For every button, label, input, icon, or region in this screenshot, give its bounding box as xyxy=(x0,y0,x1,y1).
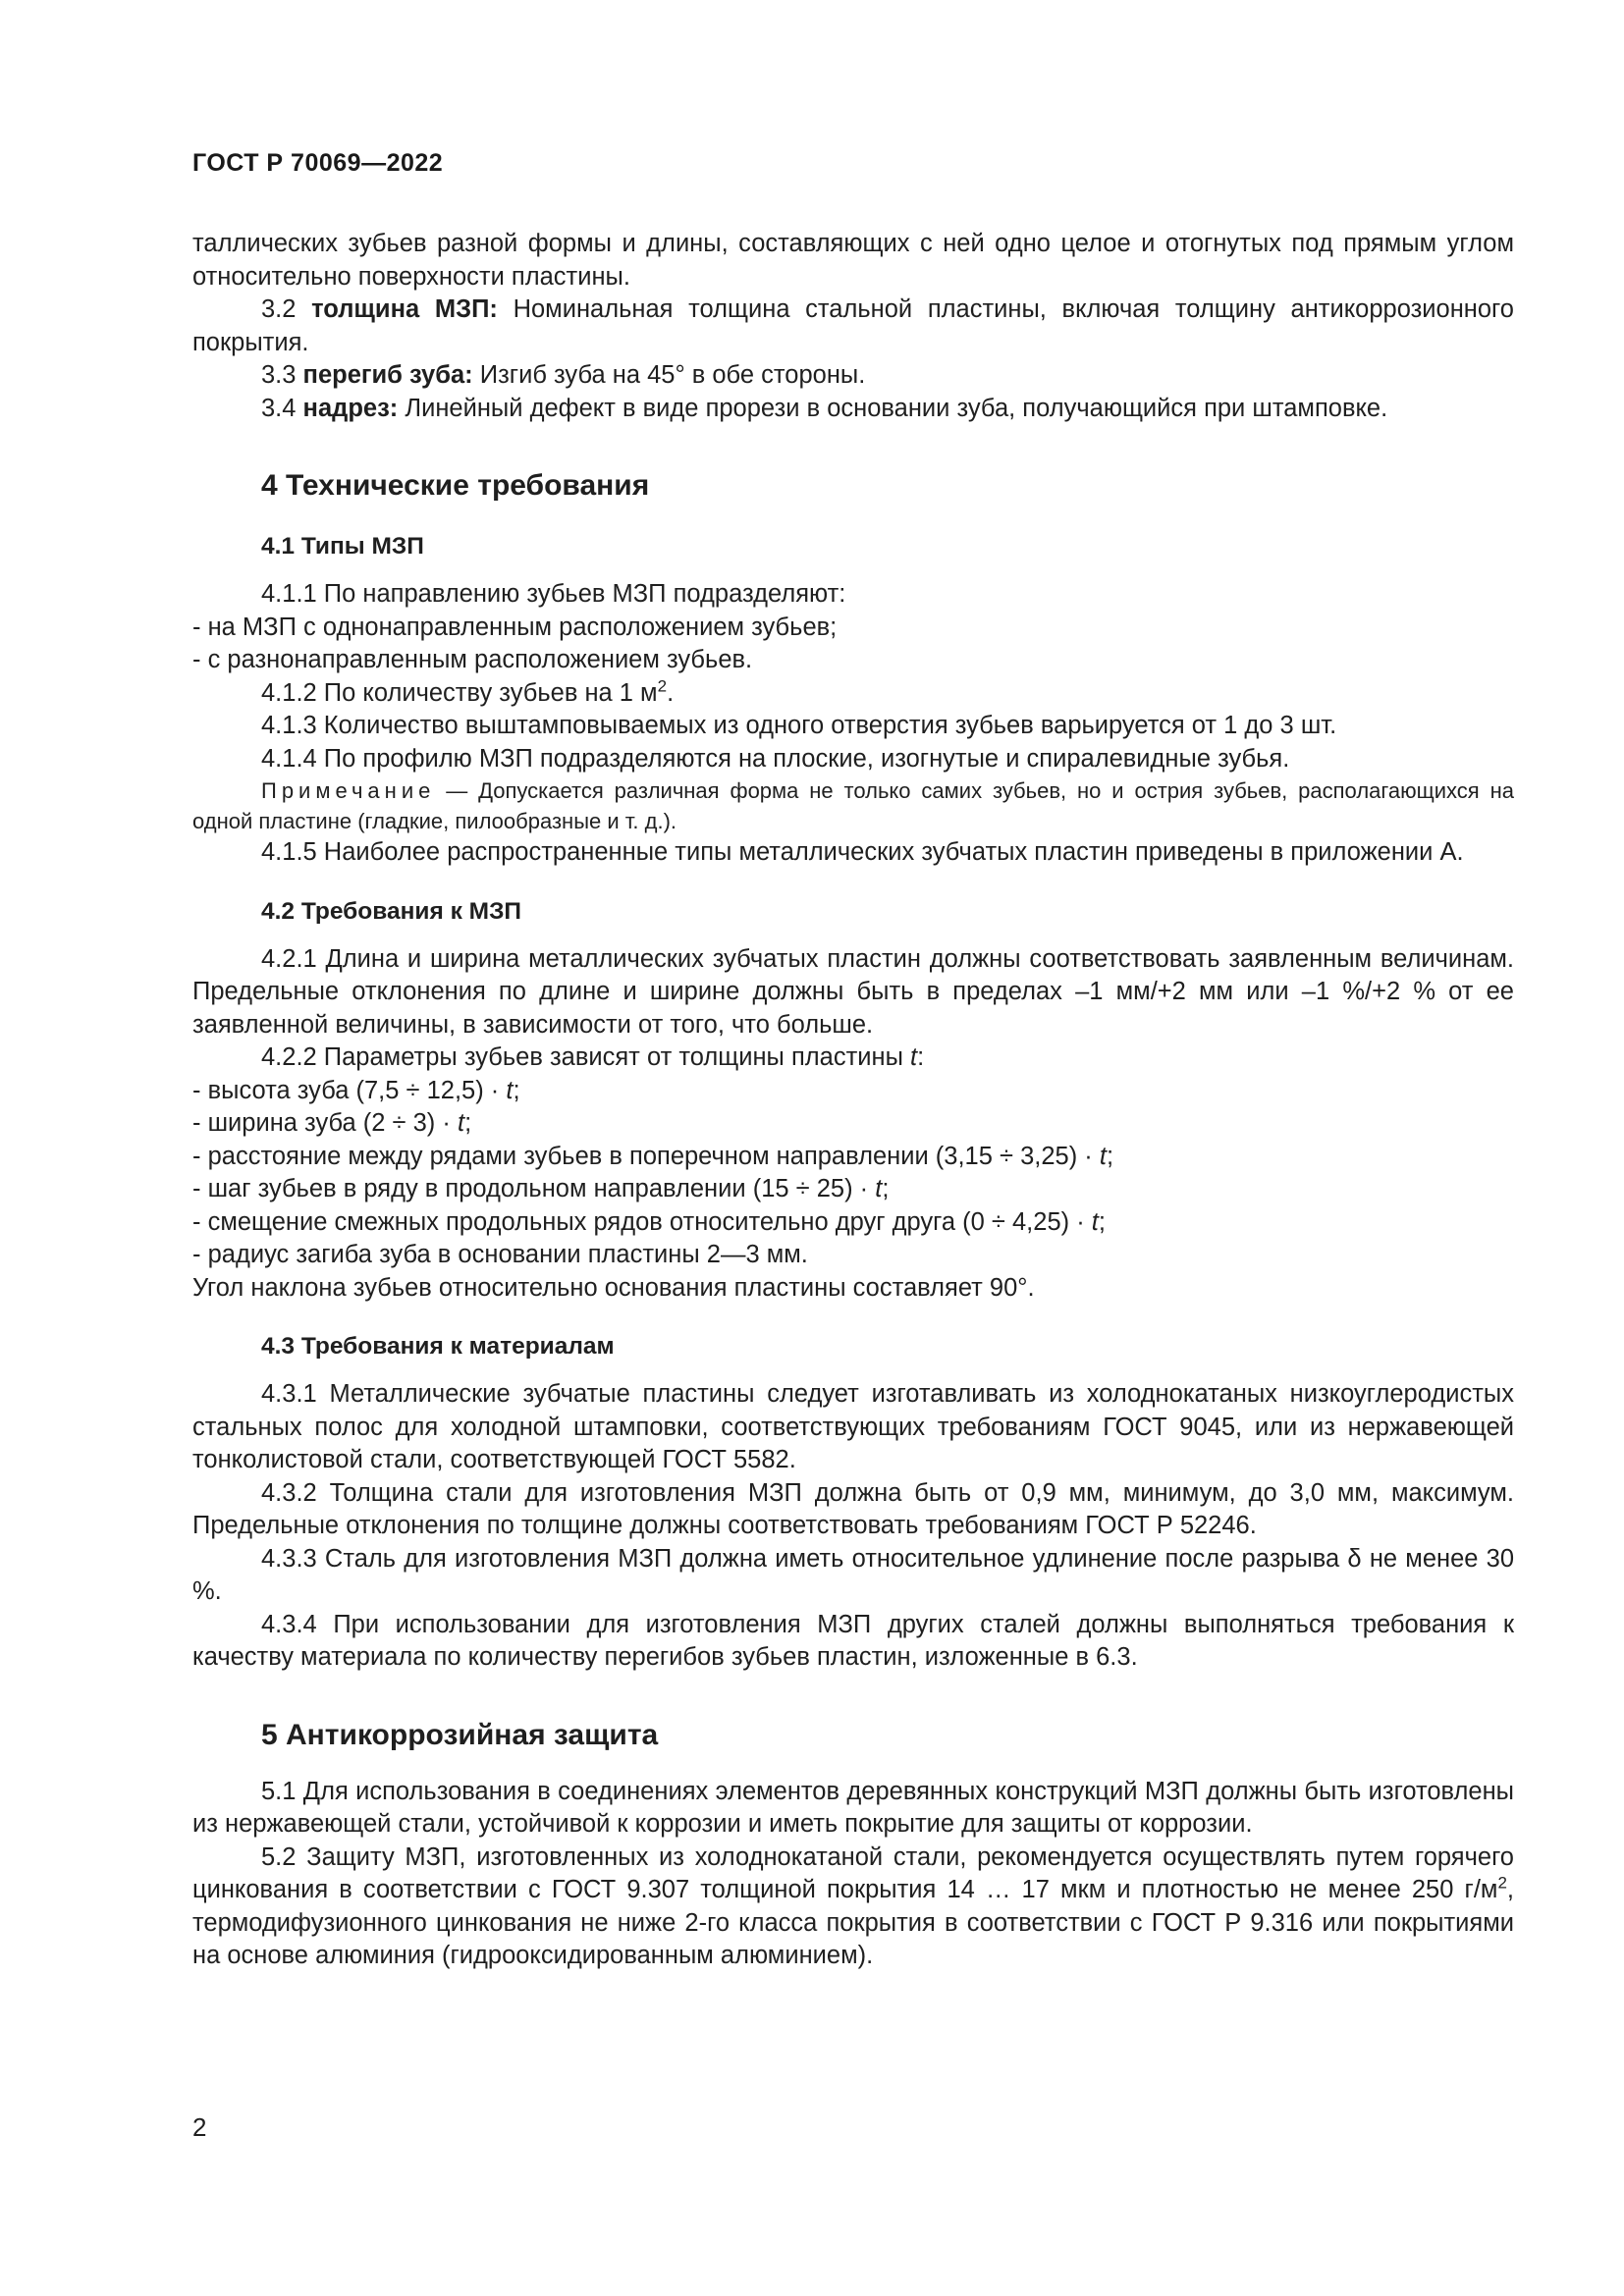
note-label: Примечание xyxy=(261,778,436,803)
list-item: - ширина зуба (2 ÷ 3) · t; xyxy=(192,1109,472,1137)
page-number: 2 xyxy=(192,2112,207,2142)
document-body xyxy=(192,228,1514,1973)
paragraph-3-4: 3.4 надрез: Линейный дефект в виде прорези в основании зуба, получающийся при штамповке. xyxy=(261,394,1388,422)
paragraph-4-3-4: 4.3.4 При использовании для изготовления МЗП других сталей должны выполняться требования к качеству материала по количеству перегибов зубьев пластин, изложенные в 6.3. xyxy=(192,1610,1514,1671)
paragraph-4-3-1: 4.3.1 Металлические зубчатые пластины следует изготавливать из холоднокатаных низкоуглеродистых стальных полос для холодной штамповки, соответствующих требованиям ГОСТ 9045, или из нержавеющей тонколистовой стали, соответствующей ГОСТ 5582. xyxy=(192,1380,1514,1473)
paragraph-4-3-2: 4.3.2 Толщина стали для изготовления МЗП должна быть от 0,9 мм, минимум, до 3,0 мм, максимум. Предельные отклонения по толщине должны соответствовать требованиям ГОСТ Р 52246. xyxy=(192,1478,1514,1539)
list-item: - радиус загиба зуба в основании пластины 2—3 мм. xyxy=(192,1241,808,1268)
list-item: - высота зуба (7,5 ÷ 12,5) · t; xyxy=(192,1076,520,1104)
section-5-title: 5 Антикоррозийная защита xyxy=(261,1718,659,1751)
paragraph-intro: таллических зубьев разной формы и длины, составляющих с ней одно целое и отогнутых под прямым углом относительно поверхности пластины. xyxy=(192,230,1514,291)
section-4-3-title: 4.3 Требования к материалам xyxy=(261,1333,615,1360)
paragraph-4-1-2: 4.1.2 По количеству зубьев на 1 $м^2$. xyxy=(261,676,675,707)
paragraph-3-3: 3.3 перегиб зуба: Изгиб зуба на 45° в обе стороны. xyxy=(261,361,866,389)
paragraph-4-3-3: 4.3.3 Сталь для изготовления МЗП должна иметь относительное удлинение после разрыва δ не менее 30 %. xyxy=(192,1544,1514,1605)
list-item: - смещение смежных продольных рядов относительно друг друга (0 ÷ 4,25) · t; xyxy=(192,1207,1106,1236)
section-4-1-title: 4.1 Типы МЗП xyxy=(261,533,424,560)
paragraph-4-1-3: 4.1.3 Количество выштамповываемых из одного отверстия зубьев варьируется от 1 до 3 шт. xyxy=(261,712,1337,739)
list-item: - шаг зубьев в ряду в продольном направлении (15 ÷ 25) · t; xyxy=(192,1175,890,1202)
paragraph-4-1-1: 4.1.1 По направлению зубьев МЗП подразделяют: xyxy=(261,580,846,608)
paragraph-5-1: 5.1 Для использования в соединениях элементов деревянных конструкций МЗП должны быть изготовлены из нержавеющей стали, устойчивой к коррозии и иметь покрытие для защиты от коррозии. xyxy=(192,1777,1514,1838)
paragraph-angle: Угол наклона зубьев относительно основания пластины составляет 90°. xyxy=(192,1273,1035,1302)
list-item: - расстояние между рядами зубьев в поперечном направлении (3,15 ÷ 3,25) · t; xyxy=(192,1142,1114,1170)
note: Примечание — Допускается различная форма не только самих зубьев, но и острия зубьев, располагающихся на одной пластине (гладкие, пилообразные и т. д.). xyxy=(192,778,1514,833)
paragraph-4-2-1: 4.2.1 Длина и ширина металлических зубчатых пластин должны соответствовать заявленным величинам. Предельные отклонения по длине и ширине должны быть в пределах –1 мм/+2 мм или –1 %/+2 % от ее заявленной величины, в зависимости от того, что больше. xyxy=(192,944,1514,1039)
paragraph-4-1-5: 4.1.5 Наиболее распространенные типы металлических зубчатых пластин приведены в приложении А. xyxy=(261,838,1464,866)
paragraph-5-2: 5.2 Защиту МЗП, изготовленных из холоднокатаной стали, рекомендуется осуществлять путем горячего цинкования в соответствии с ГОСТ 9.307 толщиной покрытия 14 … 17 мкм и плотностью не менее 250 $г/м^2$, термодифузионного цинкования не ниже 2-го класса покрытия в соответствии с ГОСТ Р 9.316 или покрытиями на основе алюминия (гидрооксидированным алюминием). xyxy=(192,1842,1514,1969)
list-item: - с разнонаправленным расположением зубьев. xyxy=(192,646,753,673)
list-item: - на МЗП с однонаправленным расположением зубьев; xyxy=(192,613,838,641)
document-header: ГОСТ Р 70069—2022 xyxy=(192,149,444,177)
paragraph-3-2: 3.2 толщина МЗП: Номинальная толщина стальной пластины, включая толщину антикоррозионного покрытия. xyxy=(192,295,1514,356)
section-4-2-title: 4.2 Требования к МЗП xyxy=(261,897,522,925)
section-4-title: 4 Технические требования xyxy=(261,469,650,502)
paragraph-4-2-2: 4.2.2 Параметры зубьев зависят от толщины пластины t: xyxy=(261,1043,925,1071)
paragraph-4-1-4: 4.1.4 По профилю МЗП подразделяются на плоские, изогнутые и спиралевидные зубья. xyxy=(261,744,1290,773)
